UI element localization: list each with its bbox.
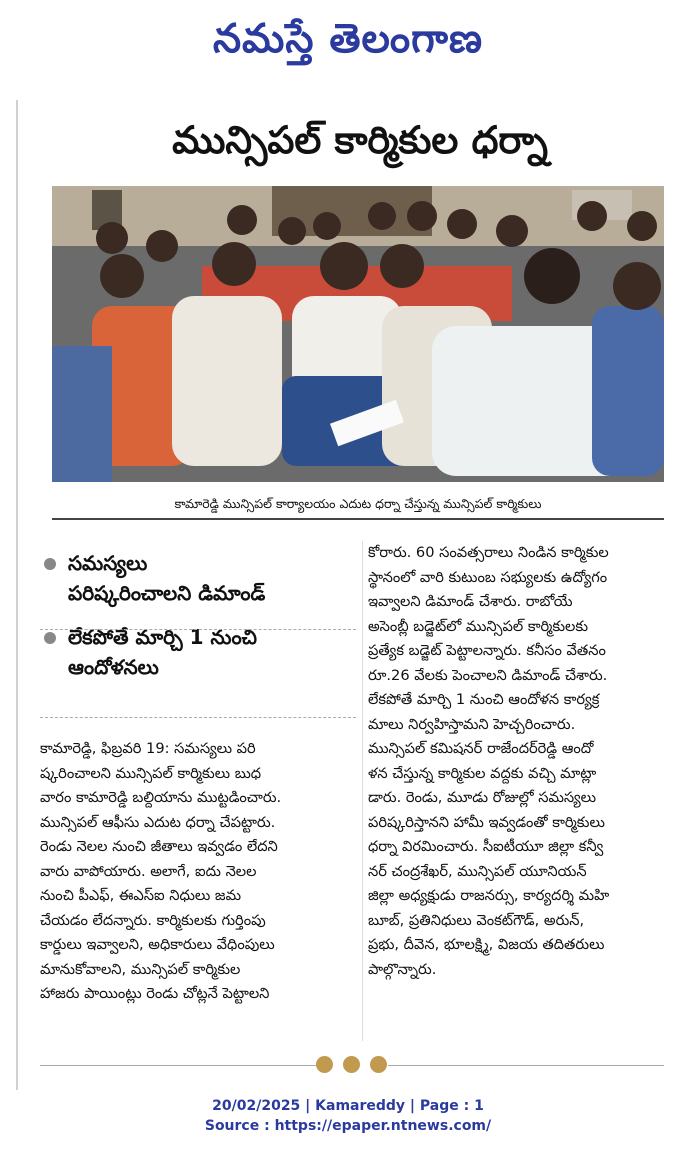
body-line: స్థానంలో వారి కుటుంబ సభ్యులకు ఉద్యోగం [368, 568, 608, 586]
footer-date-location: 20/02/2025 | Kamareddy | Page : 1 [212, 1098, 484, 1114]
body-line: ప్రభు, దీవెన, భూలక్ష్మి, విజయ తదితరులు [368, 936, 605, 953]
footer-source-link[interactable]: Source : https://epaper.ntnews.com/ [204, 1118, 492, 1134]
body-line: నర్ చంద్రశేఖర్, మున్సిపల్ యూనియన్ [368, 862, 587, 880]
body-line: లేకపోతే మార్చి 1 నుంచి ఆందోళన కార్యక్ర [368, 691, 600, 708]
body-line: హాజరు పాయింట్లు రెండు చోట్లనే పెట్టాలని [40, 985, 270, 1002]
body-line: పాల్గొన్నారు. [368, 960, 437, 978]
body-line: ళన చేస్తున్న కార్మికుల వద్దకు వచ్చి మాట్లా [368, 764, 597, 782]
bullet-line: పరిష్కరించాలని డిమాండ్ [68, 581, 266, 605]
body-line: మున్సిపల్ ఆఫీసు ఎదుట ధర్నా చేపట్టారు. [40, 813, 276, 831]
highlight-bullets [40, 548, 356, 692]
body-line: కార్డులు ఇవ్వాలని, అధికారులు వేధింపులు [40, 936, 275, 953]
body-line: రూ.26 వేలకు పెంచాలని డిమాండ్ చేశారు. [368, 666, 608, 684]
body-line: మానుకోవాలని, మున్సిపల్ కార్మికుల [40, 960, 241, 978]
article-headline: మున్సిపల్ కార్మికుల ధర్నా [172, 118, 548, 162]
body-line: బూబ్, ప్రతినిధులు వెంకట్‌గౌడ్, అరున్, [368, 911, 585, 929]
body-line: ష్కరించాలని మున్సిపల్ కార్మికులు బుధ [40, 764, 262, 782]
end-dot-icon [370, 1056, 387, 1073]
highlight-bullet [40, 622, 356, 682]
body-line: అసెంబ్లీ బడ్జెట్‌లో మున్సిపల్ కార్మికులకు [368, 617, 589, 635]
photo-caption: కామారెడ్డి మున్సిపల్ కార్యాలయం ఎదుట ధర్నా చేస్తున్న మున్సిపల్ కార్మికులు [52, 490, 664, 520]
body-line: కోరారు. 60 సంవత్సరాలు నిండిన కార్మికుల [368, 544, 609, 561]
body-line: పరిష్కరిస్తానని హామీ ఇవ్వడంతో కార్మికులు [368, 813, 605, 831]
body-line: మున్సిపల్ కమిషనర్ రాజేందర్‌రెడ్డి ఆందో [368, 740, 594, 757]
body-line: ధర్నా విరమించారు. సీఐటీయూ జిల్లా కన్వీ [368, 838, 604, 855]
bullet-line: లేకపోతే మార్చి 1 నుంచి [68, 625, 257, 649]
bullet-dot-icon [44, 558, 56, 570]
bullet-line: సమస్యలు [68, 551, 148, 575]
bullet-divider [40, 717, 356, 718]
body-line: ప్రత్యేక బడ్జెట్ పెట్టాలన్నారు. కనీసం వేతనం [368, 642, 606, 659]
body-line: వారు వాపోయారు. అలాగే, ఐదు నెలల [40, 862, 257, 880]
body-line: ఇవ్వాలని డిమాండ్ చేశారు. రాబోయే [368, 593, 573, 610]
body-line: జిల్లా అధ్యక్షుడు రాజనర్సు, కార్యదర్శి మహి [368, 887, 610, 904]
column-separator [362, 541, 363, 1041]
body-line: నుంచి పీఎఫ్, ఈఎస్ఐ నిధులు జమ [40, 887, 242, 904]
article-body-left-column [40, 737, 360, 1007]
article-body-right-column [368, 541, 664, 982]
body-line: కామారెడ్డి, ఫిబ్రవరి 19: సమస్యలు పరి [40, 740, 256, 757]
newspaper-masthead: నమస్తే తెలంగాణ [212, 15, 484, 62]
end-dot-icon [316, 1056, 333, 1073]
body-line: రెండు నెలల నుంచి జీతాలు ఇవ్వడం లేదని [40, 838, 278, 855]
end-dot-icon [343, 1056, 360, 1073]
end-dots [316, 1056, 388, 1074]
left-margin-rule [16, 100, 18, 1090]
body-line: చేయడం లేదన్నారు. కార్మికులకు గుర్తింపు [40, 911, 266, 929]
protest-photo [52, 186, 664, 482]
body-line: డారు. రెండు, మూడు రోజుల్లో సమస్యలు [368, 789, 597, 806]
article-end-marker [40, 1064, 664, 1068]
bullet-dot-icon [44, 632, 56, 644]
body-line: మాలు నిర్వహిస్తామని హెచ్చరించారు. [368, 715, 576, 733]
body-line: వారం కామారెడ్డి బల్దియాను ముట్టడించారు. [40, 789, 282, 806]
bullet-line: ఆందోళనలు [68, 655, 159, 679]
highlight-bullet [40, 548, 356, 608]
bullet-divider [40, 629, 356, 630]
page-footer [0, 1096, 696, 1136]
